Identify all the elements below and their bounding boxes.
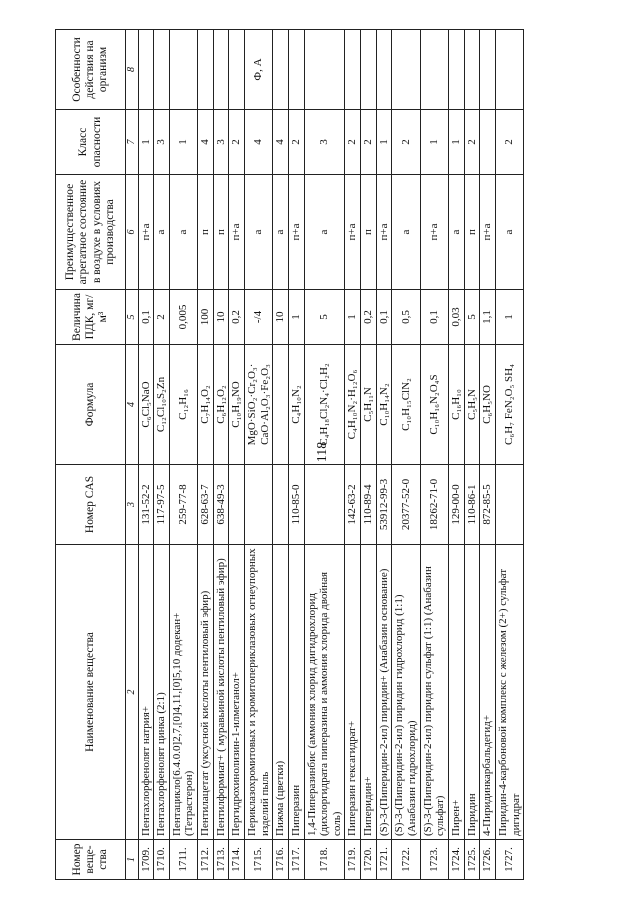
- table-row: [448, 30, 464, 880]
- table-row: [392, 30, 420, 880]
- pdk-value: 10: [273, 290, 289, 345]
- pdk-value: 2: [154, 290, 170, 345]
- pdk-value: 0,5: [392, 290, 420, 345]
- table-row: [304, 30, 345, 880]
- aggregate-state: а: [392, 175, 420, 290]
- pdk-value: 1: [495, 290, 523, 345]
- action-features: [154, 30, 170, 110]
- cas-number: 628-63-7: [198, 465, 214, 545]
- hazard-class: 1: [420, 110, 448, 175]
- aggregate-state: п+а: [480, 175, 496, 290]
- formula: C₁₂H₁₆: [169, 345, 197, 465]
- table-row: [229, 30, 245, 880]
- aggregate-state: а: [448, 175, 464, 290]
- hazard-class: 2: [229, 110, 245, 175]
- action-features: [229, 30, 245, 110]
- header-pdk: Величина ПДК, мг/м³: [56, 290, 126, 345]
- aggregate-state: п+а: [420, 175, 448, 290]
- pdk-value: 0,1: [420, 290, 448, 345]
- column-number: 4: [126, 345, 139, 465]
- formula: C₄H₁₈Cl₂N₄·Cl₂H₂: [304, 345, 345, 465]
- action-features: [392, 30, 420, 110]
- pdk-value: 1: [288, 290, 304, 345]
- row-number: 1717.: [288, 840, 304, 880]
- cas-number: 259-77-8: [169, 465, 197, 545]
- hazard-class: 4: [273, 110, 289, 175]
- substance-name: Периклазохромитовых и хромитопериклазовых огнеупорных изделий пыль: [244, 545, 272, 840]
- substance-name: (S)-3-(Пиперидин-2-ил) пиридин+ (Анабазин основание): [376, 545, 392, 840]
- formula: C₁₀H₁₅ClN₂: [392, 345, 420, 465]
- aggregate-state: п+а: [345, 175, 361, 290]
- table-body: [138, 30, 524, 880]
- table-row: [345, 30, 361, 880]
- action-features: [288, 30, 304, 110]
- row-number: 1724.: [448, 840, 464, 880]
- cas-number: 129-00-0: [448, 465, 464, 545]
- substance-name: Пентилформиат+ ( муравьиной кислоты пентиловый эфир): [213, 545, 229, 840]
- pdk-value: 100: [198, 290, 214, 345]
- cas-number: 142-63-2: [345, 465, 361, 545]
- cas-number: [495, 465, 523, 545]
- action-features: [495, 30, 523, 110]
- formula: C₄H₁₀N₂: [288, 345, 304, 465]
- cas-number: [304, 465, 345, 545]
- aggregate-state: п: [213, 175, 229, 290]
- aggregate-state: п+а: [376, 175, 392, 290]
- formula: C₄H₁₀N₂·H₁₂O₆: [345, 345, 361, 465]
- formula: C₇H₁₄O₂: [198, 345, 214, 465]
- table-row: [138, 30, 154, 880]
- row-number: 1711.: [169, 840, 197, 880]
- column-number: 5: [126, 290, 139, 345]
- hazard-class: 1: [169, 110, 197, 175]
- pdk-value: 5: [304, 290, 345, 345]
- substance-name: Пиридин-4-карбоновой комплекс с железом (2+) сульфат дигидрат: [495, 545, 523, 840]
- substance-name: Пижма (цветки): [273, 545, 289, 840]
- substance-name: Пирен+: [448, 545, 464, 840]
- column-number: 3: [126, 465, 139, 545]
- formula: C₆Cl₅NaO: [138, 345, 154, 465]
- action-features: [304, 30, 345, 110]
- cas-number: 20377-52-0: [392, 465, 420, 545]
- row-number: 1725.: [464, 840, 480, 880]
- action-features: [464, 30, 480, 110]
- cas-number: [229, 465, 245, 545]
- header-formula: Формула: [56, 345, 126, 465]
- row-number: 1720.: [361, 840, 377, 880]
- table-row: [169, 30, 197, 880]
- formula: C₁₀H₁₆N₂O₄S: [420, 345, 448, 465]
- substance-name: Пиридин: [464, 545, 480, 840]
- action-features: [448, 30, 464, 110]
- aggregate-state: п: [464, 175, 480, 290]
- formula: C₆H₁₂O₂: [213, 345, 229, 465]
- row-number: 1719.: [345, 840, 361, 880]
- cas-number: 117-97-5: [154, 465, 170, 545]
- formula: C₁₂Cl₁₀S₂Zn: [154, 345, 170, 465]
- pdk-value: 0,005: [169, 290, 197, 345]
- hazard-class: 2: [288, 110, 304, 175]
- column-number: 2: [126, 545, 139, 840]
- column-number-row: [126, 30, 139, 880]
- row-number: 1721.: [376, 840, 392, 880]
- table-row: [495, 30, 523, 880]
- action-features: [480, 30, 496, 110]
- header-name: Наименование вещества: [56, 545, 126, 840]
- action-features: [345, 30, 361, 110]
- hazard-class: [480, 110, 496, 175]
- action-features: [138, 30, 154, 110]
- table-row: [273, 30, 289, 880]
- row-number: 1723.: [420, 840, 448, 880]
- table-row: [213, 30, 229, 880]
- row-number: 1712.: [198, 840, 214, 880]
- pdk-value: -/4: [244, 290, 272, 345]
- row-number: 1713.: [213, 840, 229, 880]
- substance-name: Пиперазин: [288, 545, 304, 840]
- row-number: 1722.: [392, 840, 420, 880]
- action-features: [198, 30, 214, 110]
- cas-number: 872-85-5: [480, 465, 496, 545]
- substance-name: Пентахлорфенолят цинка (2:1): [154, 545, 170, 840]
- hazard-class: 2: [392, 110, 420, 175]
- hazard-class: 4: [198, 110, 214, 175]
- table-row: [464, 30, 480, 880]
- cas-number: 110-85-0: [288, 465, 304, 545]
- formula: C₅H₁₁N: [361, 345, 377, 465]
- hazard-class: 1: [138, 110, 154, 175]
- hazard-class: 2: [495, 110, 523, 175]
- action-features: Ф, А: [244, 30, 272, 110]
- substance-name: Пергидрохинолизин-1-илметанол+: [229, 545, 245, 840]
- table-row: [376, 30, 392, 880]
- cas-number: [273, 465, 289, 545]
- table-row: [480, 30, 496, 880]
- pdk-value: 1,1: [480, 290, 496, 345]
- column-number: 7: [126, 110, 139, 175]
- hazard-class: 2: [464, 110, 480, 175]
- aggregate-state: а: [273, 175, 289, 290]
- substance-name: Пиперидин+: [361, 545, 377, 840]
- row-number: 1726.: [480, 840, 496, 880]
- formula: MgO·SiO₂·Cr₂O₃· CaO·Al₂O₃·Fe₂O₃: [244, 345, 272, 465]
- hazard-class: 3: [213, 110, 229, 175]
- substance-name: Пентахлорфенолят натрия+: [138, 545, 154, 840]
- hazard-class: 3: [304, 110, 345, 175]
- rotated-table-container: [55, 30, 605, 880]
- action-features: [273, 30, 289, 110]
- row-number: 1710.: [154, 840, 170, 880]
- aggregate-state: а: [244, 175, 272, 290]
- hazard-class: 4: [244, 110, 272, 175]
- formula: C₁₀H₁₄N₂: [376, 345, 392, 465]
- table-row: [361, 30, 377, 880]
- aggregate-state: а: [304, 175, 345, 290]
- row-number: 1714.: [229, 840, 245, 880]
- action-features: [213, 30, 229, 110]
- row-number: 1716.: [273, 840, 289, 880]
- table-row: [154, 30, 170, 880]
- formula: C₅H₅N: [464, 345, 480, 465]
- aggregate-state: п: [361, 175, 377, 290]
- aggregate-state: а: [169, 175, 197, 290]
- table-row: [420, 30, 448, 880]
- action-features: [169, 30, 197, 110]
- page-number: 118: [315, 441, 330, 463]
- row-number: 1715.: [244, 840, 272, 880]
- hazard-class: 1: [448, 110, 464, 175]
- formula: [273, 345, 289, 465]
- table-row: [244, 30, 272, 880]
- aggregate-state: а: [154, 175, 170, 290]
- action-features: [361, 30, 377, 110]
- pdk-value: 0,2: [361, 290, 377, 345]
- aggregate-state: п+а: [138, 175, 154, 290]
- substance-name: Пентацикло[6.4.0.0]2,7,[0]4,11,[0]5,10 додекан+ (Тетрастерон): [169, 545, 197, 840]
- pdk-value: 0,03: [448, 290, 464, 345]
- aggregate-state: п+а: [229, 175, 245, 290]
- aggregate-state: п: [198, 175, 214, 290]
- formula: C₁₆H₁₀: [448, 345, 464, 465]
- row-number: 1709.: [138, 840, 154, 880]
- column-number: 1: [126, 840, 139, 880]
- action-features: [420, 30, 448, 110]
- cas-number: 110-89-4: [361, 465, 377, 545]
- substance-name: 1,4-Пиперазинбис (аммония хлорид дигидрохлорид (дихлоргидрата пиперазина и аммония хлорида двойная соль): [304, 545, 345, 840]
- header-class: Класс опасности: [56, 110, 126, 175]
- pdk-value: 0,2: [229, 290, 245, 345]
- table-header: [56, 30, 139, 880]
- cas-number: [244, 465, 272, 545]
- substance-name: Пиперазин гексагидрат+: [345, 545, 361, 840]
- pdk-value: 10: [213, 290, 229, 345]
- header-num: Номер веще-ства: [56, 840, 126, 880]
- substance-name: (S)-3-(Пиперидин-2-ил) пиридин гидрохлорид (1:1) (Анабазин гидрохлорид): [392, 545, 420, 840]
- aggregate-state: а: [495, 175, 523, 290]
- column-number: 8: [126, 30, 139, 110]
- formula: C₁₀H₁₉NO: [229, 345, 245, 465]
- row-number: 1718.: [304, 840, 345, 880]
- aggregate-state: п+а: [288, 175, 304, 290]
- cas-number: 53912-99-3: [376, 465, 392, 545]
- pdk-value: 5: [464, 290, 480, 345]
- pdk-value: 0,1: [376, 290, 392, 345]
- substances-table: [55, 29, 524, 880]
- hazard-class: 2: [345, 110, 361, 175]
- column-number: 6: [126, 175, 139, 290]
- formula: C₆H₇ FeN₂O₅ SH₄: [495, 345, 523, 465]
- header-features: Особенности действия на организм: [56, 30, 126, 110]
- hazard-class: 2: [361, 110, 377, 175]
- pdk-value: 1: [345, 290, 361, 345]
- header-cas: Номер CAS: [56, 465, 126, 545]
- hazard-class: 3: [154, 110, 170, 175]
- row-number: 1727.: [495, 840, 523, 880]
- cas-number: 131-52-2: [138, 465, 154, 545]
- action-features: [376, 30, 392, 110]
- hazard-class: 1: [376, 110, 392, 175]
- header-state: Преимущественное агрегатное состояние в воздухе в условиях производства: [56, 175, 126, 290]
- substance-name: 4-Пиридинкарбальдегид+: [480, 545, 496, 840]
- substance-name: (S)-3-(Пиперидин-2-ил) пиридин сульфат (1:1) (Анабазин сульфат): [420, 545, 448, 840]
- table-row: [288, 30, 304, 880]
- pdk-value: 0,1: [138, 290, 154, 345]
- cas-number: 18262-71-0: [420, 465, 448, 545]
- cas-number: 638-49-3: [213, 465, 229, 545]
- table-row: [198, 30, 214, 880]
- formula: C₆H₅NO: [480, 345, 496, 465]
- substance-name: Пентилацетат (уксусной кислоты пентиловый эфир): [198, 545, 214, 840]
- cas-number: 110-86-1: [464, 465, 480, 545]
